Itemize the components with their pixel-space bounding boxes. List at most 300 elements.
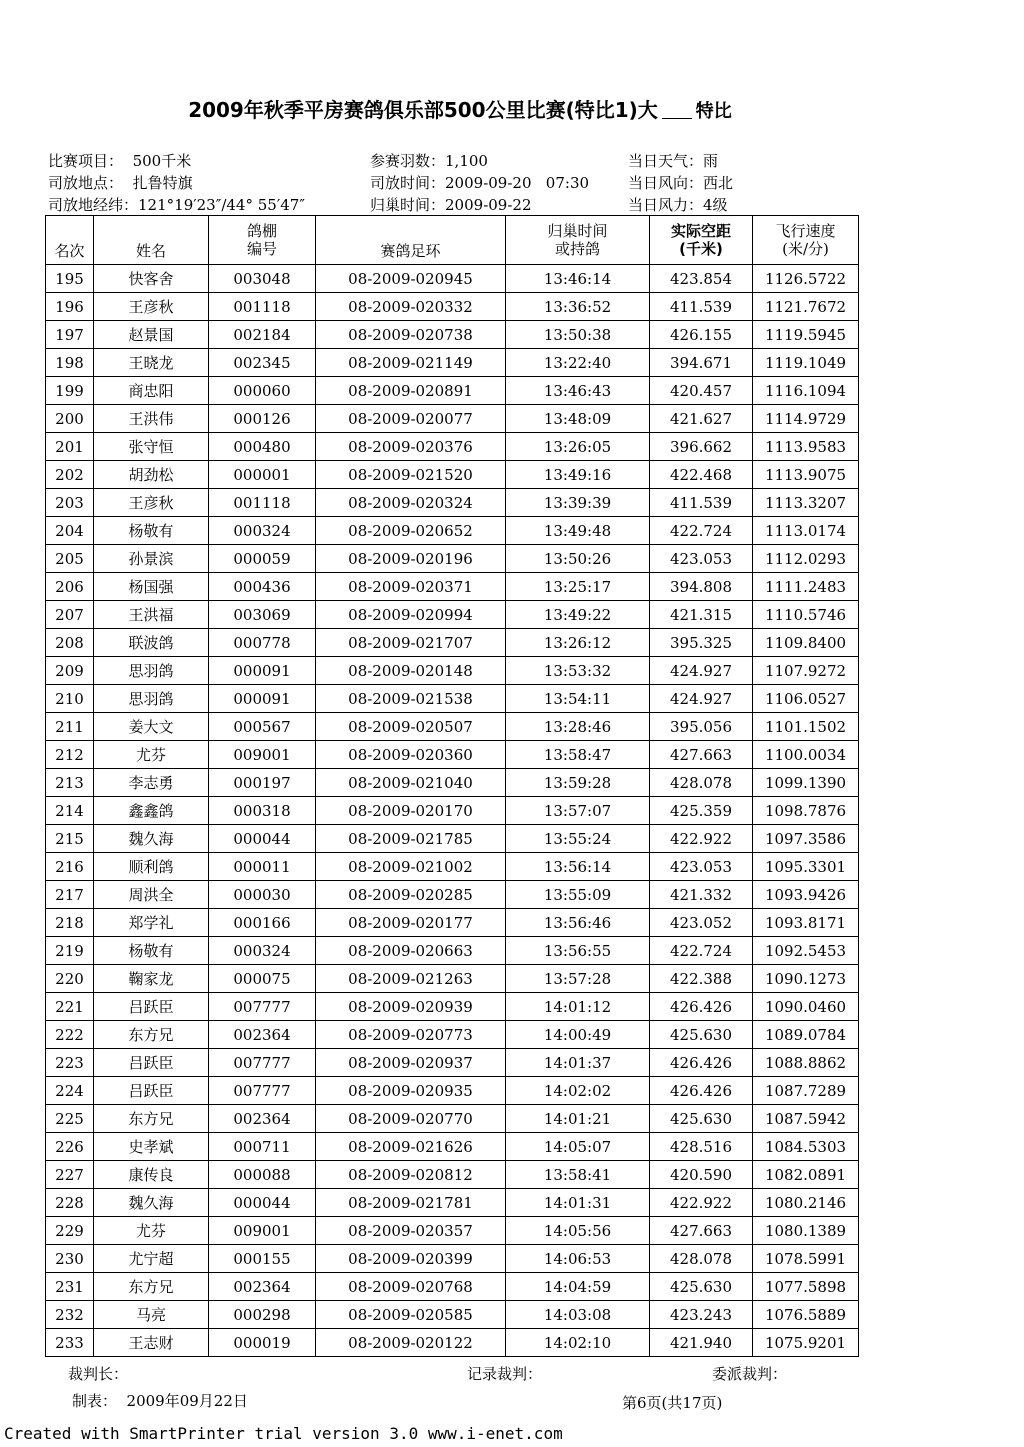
cell-arrival-time: 13:46:43 bbox=[506, 377, 650, 405]
cell-ring-number: 08-2009-020652 bbox=[316, 517, 506, 545]
cell-name: 东方兄 bbox=[94, 1021, 209, 1049]
cell-name: 张守恒 bbox=[94, 433, 209, 461]
cell-ring-number: 08-2009-021785 bbox=[316, 825, 506, 853]
cell-rank: 206 bbox=[46, 573, 94, 601]
cell-rank: 225 bbox=[46, 1105, 94, 1133]
table-row bbox=[46, 685, 859, 713]
cell-distance: 420.457 bbox=[650, 377, 753, 405]
weather-row bbox=[628, 150, 718, 171]
cell-distance: 395.056 bbox=[650, 713, 753, 741]
cell-speed: 1100.0034 bbox=[753, 741, 859, 769]
cell-loft-id: 000480 bbox=[209, 433, 316, 461]
cell-arrival-time: 13:49:48 bbox=[506, 517, 650, 545]
cell-distance: 426.426 bbox=[650, 993, 753, 1021]
cell-speed: 1093.8171 bbox=[753, 909, 859, 937]
cell-name: 马亮 bbox=[94, 1301, 209, 1329]
cell-ring-number: 08-2009-021626 bbox=[316, 1133, 506, 1161]
cell-speed: 1099.1390 bbox=[753, 769, 859, 797]
cell-speed: 1107.9272 bbox=[753, 657, 859, 685]
header-distance: 实际空距 (千米) bbox=[650, 216, 753, 265]
cell-speed: 1089.0784 bbox=[753, 1021, 859, 1049]
cell-rank: 210 bbox=[46, 685, 94, 713]
entries-row bbox=[370, 150, 488, 171]
cell-speed: 1106.0527 bbox=[753, 685, 859, 713]
cell-speed: 1080.2146 bbox=[753, 1189, 859, 1217]
cell-rank: 199 bbox=[46, 377, 94, 405]
cell-rank: 219 bbox=[46, 937, 94, 965]
table-header-row bbox=[46, 216, 859, 265]
cell-arrival-time: 13:53:32 bbox=[506, 657, 650, 685]
cell-loft-id: 000044 bbox=[209, 825, 316, 853]
cell-loft-id: 000060 bbox=[209, 377, 316, 405]
cell-speed: 1078.5991 bbox=[753, 1245, 859, 1273]
cell-arrival-time: 13:55:09 bbox=[506, 881, 650, 909]
cell-loft-id: 002184 bbox=[209, 321, 316, 349]
cell-name: 东方兄 bbox=[94, 1105, 209, 1133]
cell-loft-id: 000324 bbox=[209, 517, 316, 545]
cell-distance: 423.243 bbox=[650, 1301, 753, 1329]
cell-rank: 205 bbox=[46, 545, 94, 573]
results-table bbox=[45, 215, 859, 1357]
table-row bbox=[46, 1329, 859, 1357]
cell-name: 王彦秋 bbox=[94, 489, 209, 517]
cell-rank: 223 bbox=[46, 1049, 94, 1077]
cell-arrival-time: 13:58:47 bbox=[506, 741, 650, 769]
cell-distance: 411.539 bbox=[650, 489, 753, 517]
cell-ring-number: 08-2009-020507 bbox=[316, 713, 506, 741]
table-row bbox=[46, 433, 859, 461]
cell-ring-number: 08-2009-020177 bbox=[316, 909, 506, 937]
cell-name: 王洪伟 bbox=[94, 405, 209, 433]
cell-ring-number: 08-2009-020945 bbox=[316, 265, 506, 293]
cell-name: 顺利鸽 bbox=[94, 853, 209, 881]
page-number: 第6页(共17页) bbox=[622, 1394, 723, 1412]
cell-speed: 1090.1273 bbox=[753, 965, 859, 993]
table-row bbox=[46, 769, 859, 797]
cell-arrival-time: 13:50:38 bbox=[506, 321, 650, 349]
cell-rank: 228 bbox=[46, 1189, 94, 1217]
cell-speed: 1110.5746 bbox=[753, 601, 859, 629]
table-row bbox=[46, 937, 859, 965]
cell-name: 王晓龙 bbox=[94, 349, 209, 377]
cell-arrival-time: 13:48:09 bbox=[506, 405, 650, 433]
cell-loft-id: 000778 bbox=[209, 629, 316, 657]
cell-name: 杨敬有 bbox=[94, 517, 209, 545]
cell-loft-id: 002364 bbox=[209, 1105, 316, 1133]
cell-speed: 1109.8400 bbox=[753, 629, 859, 657]
cell-ring-number: 08-2009-020937 bbox=[316, 1049, 506, 1077]
table-row bbox=[46, 825, 859, 853]
cell-ring-number: 08-2009-020738 bbox=[316, 321, 506, 349]
cell-name: 杨国强 bbox=[94, 573, 209, 601]
table-row bbox=[46, 1245, 859, 1273]
cell-ring-number: 08-2009-020770 bbox=[316, 1105, 506, 1133]
return-time-row bbox=[370, 194, 532, 215]
cell-loft-id: 007777 bbox=[209, 1049, 316, 1077]
cell-ring-number: 08-2009-020170 bbox=[316, 797, 506, 825]
cell-speed: 1113.0174 bbox=[753, 517, 859, 545]
cell-speed: 1116.1094 bbox=[753, 377, 859, 405]
cell-name: 胡劲松 bbox=[94, 461, 209, 489]
cell-arrival-time: 14:05:56 bbox=[506, 1217, 650, 1245]
cell-name: 联波鸽 bbox=[94, 629, 209, 657]
cell-distance: 422.922 bbox=[650, 1189, 753, 1217]
cell-arrival-time: 14:00:49 bbox=[506, 1021, 650, 1049]
table-row bbox=[46, 1021, 859, 1049]
cell-loft-id: 003048 bbox=[209, 265, 316, 293]
cell-loft-id: 000567 bbox=[209, 713, 316, 741]
cell-ring-number: 08-2009-021538 bbox=[316, 685, 506, 713]
table-row bbox=[46, 1217, 859, 1245]
cell-name: 吕跃臣 bbox=[94, 1077, 209, 1105]
cell-rank: 209 bbox=[46, 657, 94, 685]
cell-rank: 197 bbox=[46, 321, 94, 349]
cell-name: 思羽鸽 bbox=[94, 657, 209, 685]
cell-rank: 202 bbox=[46, 461, 94, 489]
cell-ring-number: 08-2009-020077 bbox=[316, 405, 506, 433]
cell-distance: 427.663 bbox=[650, 741, 753, 769]
cell-speed: 1126.5722 bbox=[753, 265, 859, 293]
table-row bbox=[46, 349, 859, 377]
release-place-row bbox=[48, 172, 193, 193]
cell-speed: 1082.0891 bbox=[753, 1161, 859, 1189]
header-loft: 鸽棚 编号 bbox=[209, 216, 316, 265]
cell-arrival-time: 14:06:53 bbox=[506, 1245, 650, 1273]
cell-arrival-time: 13:56:14 bbox=[506, 853, 650, 881]
release-place-value: 扎鲁特旗 bbox=[132, 174, 193, 192]
cell-speed: 1119.5945 bbox=[753, 321, 859, 349]
cell-speed: 1084.5303 bbox=[753, 1133, 859, 1161]
cell-speed: 1121.7672 bbox=[753, 293, 859, 321]
cell-name: 赵景国 bbox=[94, 321, 209, 349]
table-row bbox=[46, 265, 859, 293]
cell-speed: 1076.5889 bbox=[753, 1301, 859, 1329]
cell-arrival-time: 14:01:31 bbox=[506, 1189, 650, 1217]
cell-name: 康传良 bbox=[94, 1161, 209, 1189]
coords-value: 121°19′23″/44° 55′47″ bbox=[138, 196, 305, 214]
cell-rank: 229 bbox=[46, 1217, 94, 1245]
entries-label: 参赛羽数： bbox=[370, 152, 446, 170]
cell-rank: 224 bbox=[46, 1077, 94, 1105]
cell-distance: 422.922 bbox=[650, 825, 753, 853]
cell-ring-number: 08-2009-020773 bbox=[316, 1021, 506, 1049]
cell-arrival-time: 13:46:14 bbox=[506, 265, 650, 293]
made-by-date: 制表： 2009年09月22日 bbox=[72, 1392, 248, 1410]
cell-distance: 421.315 bbox=[650, 601, 753, 629]
cell-loft-id: 000059 bbox=[209, 545, 316, 573]
cell-rank: 231 bbox=[46, 1273, 94, 1301]
cell-loft-id: 000197 bbox=[209, 769, 316, 797]
cell-rank: 212 bbox=[46, 741, 94, 769]
cell-ring-number: 08-2009-020376 bbox=[316, 433, 506, 461]
cell-name: 王洪福 bbox=[94, 601, 209, 629]
cell-distance: 422.724 bbox=[650, 937, 753, 965]
header-speed: 飞行速度 (米/分) bbox=[753, 216, 859, 265]
cell-rank: 216 bbox=[46, 853, 94, 881]
cell-name: 王彦秋 bbox=[94, 293, 209, 321]
cell-speed: 1101.1502 bbox=[753, 713, 859, 741]
cell-ring-number: 08-2009-021520 bbox=[316, 461, 506, 489]
cell-arrival-time: 13:28:46 bbox=[506, 713, 650, 741]
cell-arrival-time: 14:01:12 bbox=[506, 993, 650, 1021]
table-row bbox=[46, 1273, 859, 1301]
cell-speed: 1113.9583 bbox=[753, 433, 859, 461]
header-ring: 赛鸽足环 bbox=[316, 216, 506, 265]
cell-ring-number: 08-2009-020285 bbox=[316, 881, 506, 909]
cell-ring-number: 08-2009-020812 bbox=[316, 1161, 506, 1189]
cell-rank: 201 bbox=[46, 433, 94, 461]
cell-speed: 1113.3207 bbox=[753, 489, 859, 517]
cell-speed: 1098.7876 bbox=[753, 797, 859, 825]
cell-speed: 1112.0293 bbox=[753, 545, 859, 573]
cell-loft-id: 000044 bbox=[209, 1189, 316, 1217]
cell-rank: 222 bbox=[46, 1021, 94, 1049]
cell-name: 鞠家龙 bbox=[94, 965, 209, 993]
cell-loft-id: 000298 bbox=[209, 1301, 316, 1329]
release-time-row bbox=[370, 172, 589, 193]
cell-loft-id: 000436 bbox=[209, 573, 316, 601]
wind-force-label: 当日风力： bbox=[628, 196, 704, 214]
cell-distance: 425.630 bbox=[650, 1021, 753, 1049]
cell-name: 快客舍 bbox=[94, 265, 209, 293]
cell-ring-number: 08-2009-020332 bbox=[316, 293, 506, 321]
cell-arrival-time: 13:58:41 bbox=[506, 1161, 650, 1189]
cell-distance: 422.468 bbox=[650, 461, 753, 489]
table-row bbox=[46, 1133, 859, 1161]
cell-rank: 198 bbox=[46, 349, 94, 377]
cell-loft-id: 000091 bbox=[209, 685, 316, 713]
title-tail: 特比 bbox=[695, 101, 732, 122]
table-row bbox=[46, 545, 859, 573]
cell-arrival-time: 13:26:05 bbox=[506, 433, 650, 461]
wind-direction-value: 西北 bbox=[703, 174, 734, 192]
cell-speed: 1114.9729 bbox=[753, 405, 859, 433]
cell-rank: 203 bbox=[46, 489, 94, 517]
release-time-value: 2009-09-20 07:30 bbox=[445, 174, 590, 192]
assigned-judge-label: 委派裁判： bbox=[712, 1365, 788, 1383]
cell-arrival-time: 13:57:28 bbox=[506, 965, 650, 993]
table-row bbox=[46, 601, 859, 629]
cell-rank: 213 bbox=[46, 769, 94, 797]
cell-distance: 396.662 bbox=[650, 433, 753, 461]
cell-speed: 1080.1389 bbox=[753, 1217, 859, 1245]
cell-loft-id: 002345 bbox=[209, 349, 316, 377]
cell-distance: 428.516 bbox=[650, 1133, 753, 1161]
cell-rank: 214 bbox=[46, 797, 94, 825]
table-row bbox=[46, 713, 859, 741]
cell-ring-number: 08-2009-020994 bbox=[316, 601, 506, 629]
cell-ring-number: 08-2009-020196 bbox=[316, 545, 506, 573]
table-row bbox=[46, 1105, 859, 1133]
cell-speed: 1111.2483 bbox=[753, 573, 859, 601]
cell-loft-id: 000019 bbox=[209, 1329, 316, 1357]
cell-name: 吕跃臣 bbox=[94, 1049, 209, 1077]
cell-distance: 427.663 bbox=[650, 1217, 753, 1245]
cell-distance: 423.052 bbox=[650, 909, 753, 937]
cell-ring-number: 08-2009-020663 bbox=[316, 937, 506, 965]
cell-rank: 204 bbox=[46, 517, 94, 545]
cell-ring-number: 08-2009-020891 bbox=[316, 377, 506, 405]
cell-ring-number: 08-2009-021707 bbox=[316, 629, 506, 657]
cell-name: 东方兄 bbox=[94, 1273, 209, 1301]
cell-name: 王志财 bbox=[94, 1329, 209, 1357]
cell-rank: 230 bbox=[46, 1245, 94, 1273]
header-rank: 名次 bbox=[46, 216, 94, 265]
cell-distance: 395.325 bbox=[650, 629, 753, 657]
table-row bbox=[46, 573, 859, 601]
cell-ring-number: 08-2009-021781 bbox=[316, 1189, 506, 1217]
cell-arrival-time: 13:56:46 bbox=[506, 909, 650, 937]
cell-speed: 1119.1049 bbox=[753, 349, 859, 377]
cell-loft-id: 003069 bbox=[209, 601, 316, 629]
cell-ring-number: 08-2009-020768 bbox=[316, 1273, 506, 1301]
cell-name: 姜大文 bbox=[94, 713, 209, 741]
cell-rank: 221 bbox=[46, 993, 94, 1021]
chief-judge-label: 裁判长： bbox=[68, 1365, 129, 1383]
cell-distance: 422.724 bbox=[650, 517, 753, 545]
cell-rank: 217 bbox=[46, 881, 94, 909]
table-row bbox=[46, 461, 859, 489]
cell-ring-number: 08-2009-021002 bbox=[316, 853, 506, 881]
cell-ring-number: 08-2009-020935 bbox=[316, 1077, 506, 1105]
cell-rank: 215 bbox=[46, 825, 94, 853]
cell-name: 尤芬 bbox=[94, 741, 209, 769]
cell-arrival-time: 13:22:40 bbox=[506, 349, 650, 377]
cell-rank: 226 bbox=[46, 1133, 94, 1161]
cell-rank: 220 bbox=[46, 965, 94, 993]
release-time-label: 司放时间： bbox=[370, 174, 446, 192]
return-time-value: 2009-09-22 bbox=[445, 196, 532, 214]
cell-name: 吕跃臣 bbox=[94, 993, 209, 1021]
cell-arrival-time: 14:01:37 bbox=[506, 1049, 650, 1077]
cell-ring-number: 08-2009-020585 bbox=[316, 1301, 506, 1329]
cell-speed: 1113.9075 bbox=[753, 461, 859, 489]
weather-value: 雨 bbox=[703, 152, 719, 170]
cell-distance: 421.627 bbox=[650, 405, 753, 433]
cell-ring-number: 08-2009-020360 bbox=[316, 741, 506, 769]
cell-loft-id: 000318 bbox=[209, 797, 316, 825]
cell-ring-number: 08-2009-020324 bbox=[316, 489, 506, 517]
return-time-label: 归巢时间： bbox=[370, 196, 446, 214]
cell-rank: 200 bbox=[46, 405, 94, 433]
cell-distance: 394.808 bbox=[650, 573, 753, 601]
cell-speed: 1087.5942 bbox=[753, 1105, 859, 1133]
cell-speed: 1095.3301 bbox=[753, 853, 859, 881]
cell-name: 周洪全 bbox=[94, 881, 209, 909]
cell-name: 杨敬有 bbox=[94, 937, 209, 965]
table-row bbox=[46, 881, 859, 909]
cell-ring-number: 08-2009-020939 bbox=[316, 993, 506, 1021]
cell-distance: 425.630 bbox=[650, 1273, 753, 1301]
table-row bbox=[46, 489, 859, 517]
table-row bbox=[46, 1301, 859, 1329]
wind-direction-label: 当日风向： bbox=[628, 174, 704, 192]
coords-label: 司放地经纬： bbox=[48, 196, 139, 214]
cell-arrival-time: 14:04:59 bbox=[506, 1273, 650, 1301]
cell-name: 鑫鑫鸽 bbox=[94, 797, 209, 825]
cell-loft-id: 007777 bbox=[209, 1077, 316, 1105]
cell-distance: 425.359 bbox=[650, 797, 753, 825]
wind-direction-row bbox=[628, 172, 733, 193]
cell-loft-id: 000155 bbox=[209, 1245, 316, 1273]
table-row bbox=[46, 741, 859, 769]
table-row bbox=[46, 629, 859, 657]
cell-name: 魏久海 bbox=[94, 825, 209, 853]
cell-arrival-time: 13:36:52 bbox=[506, 293, 650, 321]
cell-distance: 426.155 bbox=[650, 321, 753, 349]
cell-arrival-time: 13:26:12 bbox=[506, 629, 650, 657]
cell-distance: 423.854 bbox=[650, 265, 753, 293]
cell-rank: 232 bbox=[46, 1301, 94, 1329]
table-row bbox=[46, 797, 859, 825]
cell-loft-id: 001118 bbox=[209, 489, 316, 517]
cell-name: 思羽鸽 bbox=[94, 685, 209, 713]
table-row bbox=[46, 853, 859, 881]
cell-name: 尤宁超 bbox=[94, 1245, 209, 1273]
cell-arrival-time: 13:49:16 bbox=[506, 461, 650, 489]
event-row bbox=[48, 150, 191, 171]
cell-speed: 1090.0460 bbox=[753, 993, 859, 1021]
cell-loft-id: 000001 bbox=[209, 461, 316, 489]
coords-row bbox=[48, 194, 305, 215]
cell-loft-id: 009001 bbox=[209, 1217, 316, 1245]
table-row bbox=[46, 965, 859, 993]
table-row bbox=[46, 377, 859, 405]
cell-distance: 420.590 bbox=[650, 1161, 753, 1189]
cell-arrival-time: 13:50:26 bbox=[506, 545, 650, 573]
title-blank-line bbox=[662, 118, 692, 119]
cell-distance: 423.053 bbox=[650, 545, 753, 573]
cell-name: 尤芬 bbox=[94, 1217, 209, 1245]
cell-loft-id: 000711 bbox=[209, 1133, 316, 1161]
cell-distance: 421.332 bbox=[650, 881, 753, 909]
cell-ring-number: 08-2009-021149 bbox=[316, 349, 506, 377]
cell-arrival-time: 14:02:10 bbox=[506, 1329, 650, 1357]
cell-distance: 428.078 bbox=[650, 1245, 753, 1273]
cell-name: 郑学礼 bbox=[94, 909, 209, 937]
cell-loft-id: 000166 bbox=[209, 909, 316, 937]
cell-ring-number: 08-2009-020357 bbox=[316, 1217, 506, 1245]
cell-arrival-time: 13:25:17 bbox=[506, 573, 650, 601]
table-row bbox=[46, 517, 859, 545]
table-row bbox=[46, 909, 859, 937]
cell-loft-id: 000075 bbox=[209, 965, 316, 993]
cell-loft-id: 002364 bbox=[209, 1273, 316, 1301]
cell-arrival-time: 14:01:21 bbox=[506, 1105, 650, 1133]
cell-rank: 233 bbox=[46, 1329, 94, 1357]
cell-rank: 196 bbox=[46, 293, 94, 321]
cell-rank: 218 bbox=[46, 909, 94, 937]
cell-distance: 426.426 bbox=[650, 1077, 753, 1105]
header-arrival-time: 归巢时间 或持鸽 bbox=[506, 216, 650, 265]
cell-distance: 423.053 bbox=[650, 853, 753, 881]
cell-distance: 424.927 bbox=[650, 685, 753, 713]
cell-arrival-time: 14:02:02 bbox=[506, 1077, 650, 1105]
cell-speed: 1093.9426 bbox=[753, 881, 859, 909]
cell-loft-id: 000011 bbox=[209, 853, 316, 881]
cell-speed: 1097.3586 bbox=[753, 825, 859, 853]
cell-arrival-time: 14:03:08 bbox=[506, 1301, 650, 1329]
cell-loft-id: 000126 bbox=[209, 405, 316, 433]
cell-ring-number: 08-2009-020122 bbox=[316, 1329, 506, 1357]
cell-loft-id: 000088 bbox=[209, 1161, 316, 1189]
cell-arrival-time: 13:59:28 bbox=[506, 769, 650, 797]
cell-distance: 422.388 bbox=[650, 965, 753, 993]
record-judge-label: 记录裁判： bbox=[467, 1365, 543, 1383]
cell-ring-number: 08-2009-020148 bbox=[316, 657, 506, 685]
cell-distance: 421.940 bbox=[650, 1329, 753, 1357]
event-label: 比赛项目： bbox=[48, 152, 124, 170]
